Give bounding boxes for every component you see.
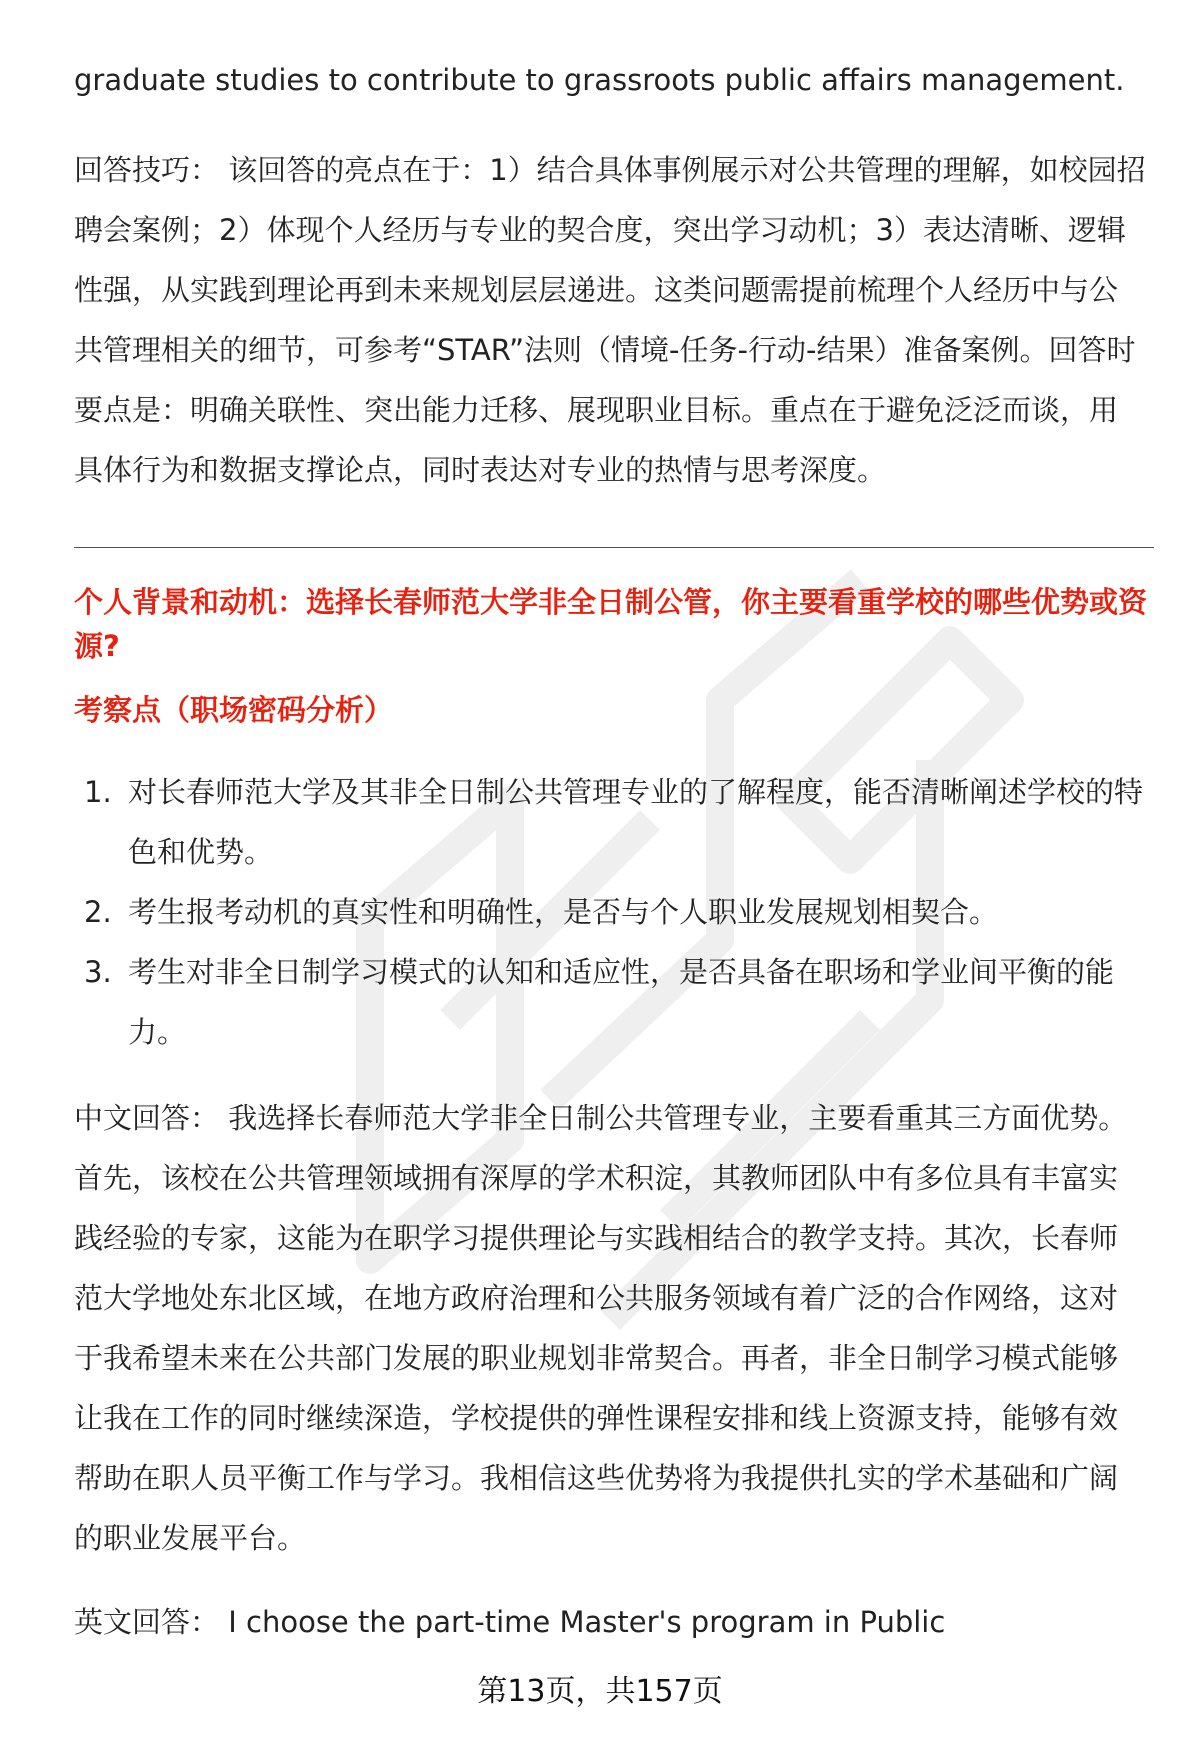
list-item-number: 3. <box>84 955 112 989</box>
tips-label: 回答技巧： <box>74 153 220 187</box>
tips-text: 该回答的亮点在于：1）结合具体事例展示对公共管理的理解，如校园招聘会案例；2）体现个人经历与专业的契合度，突出学习动机；3）表达清晰、逻辑性强，从实践到理论再到未来规划层层递进。这类问题需提前梳理个人经历中与公共管理相关的细节，可参考“STAR”法则（情境-任务-行动-结果）准备案例。回答时要点是：明确关联性、突出能力迁移、展现职业目标。重点在于避免泛泛而谈，用具体行为和数据支撑论点，同时表达对专业的热情与思考深度。 <box>74 153 1146 487</box>
list-item <box>74 942 1154 1062</box>
en-answer-text: I choose the part-time Master's program in Public <box>228 1605 946 1639</box>
analysis-heading: 考察点（职场密码分析） <box>74 693 394 727</box>
list-item-text: 考生对非全日制学习模式的认知和适应性，是否具备在职场和学业间平衡的能力。 <box>128 955 1115 1049</box>
en-answer-label: 英文回答： <box>74 1605 220 1639</box>
question-heading: 个人背景和动机：选择长春师范大学非全日制公管，你主要看重学校的哪些优势或资源? <box>74 585 1148 663</box>
section-divider <box>74 547 1154 548</box>
list-item-text: 考生报考动机的真实性和明确性，是否与个人职业发展规划相契合。 <box>128 895 999 929</box>
answer-tips-paragraph <box>74 140 1146 500</box>
english-answer-paragraph <box>74 1592 1146 1652</box>
cn-answer-text: 我选择长春师范大学非全日制公共管理专业，主要看重其三方面优势。首先，该校在公共管理领域拥有深厚的学术积淀，其教师团队中有多位具有丰富实践经验的专家，这能为在职学习提供理论与实践相结合的教学支持。其次，长春师范大学地处东北区域，在地方政府治理和公共服务领域有着广泛的合作网络，这对于我希望未来在公共部门发展的职业规划非常契合。再者，非全日制学习模式能够让我在工作的同时继续深造，学校提供的弹性课程安排和线上资源支持，能够有效帮助在职人员平衡工作与学习。我相信这些优势将为我提供扎实的学术基础和广阔的职业发展平台。 <box>74 1101 1128 1555</box>
list-item <box>74 762 1154 882</box>
chinese-answer-paragraph <box>74 1088 1146 1568</box>
page-number-footer: 第13页，共157页 <box>477 1674 723 1709</box>
list-item-number: 2. <box>84 895 112 929</box>
list-item-number: 1. <box>84 775 112 809</box>
continuation-text: graduate studies to contribute to grassroots public affairs management. <box>74 63 1125 97</box>
cn-answer-label: 中文回答： <box>74 1101 220 1135</box>
list-item <box>74 882 1154 942</box>
analysis-points-list <box>74 762 1154 1062</box>
list-item-text: 对长春师范大学及其非全日制公共管理专业的了解程度，能否清晰阐述学校的特色和优势。 <box>128 775 1144 869</box>
